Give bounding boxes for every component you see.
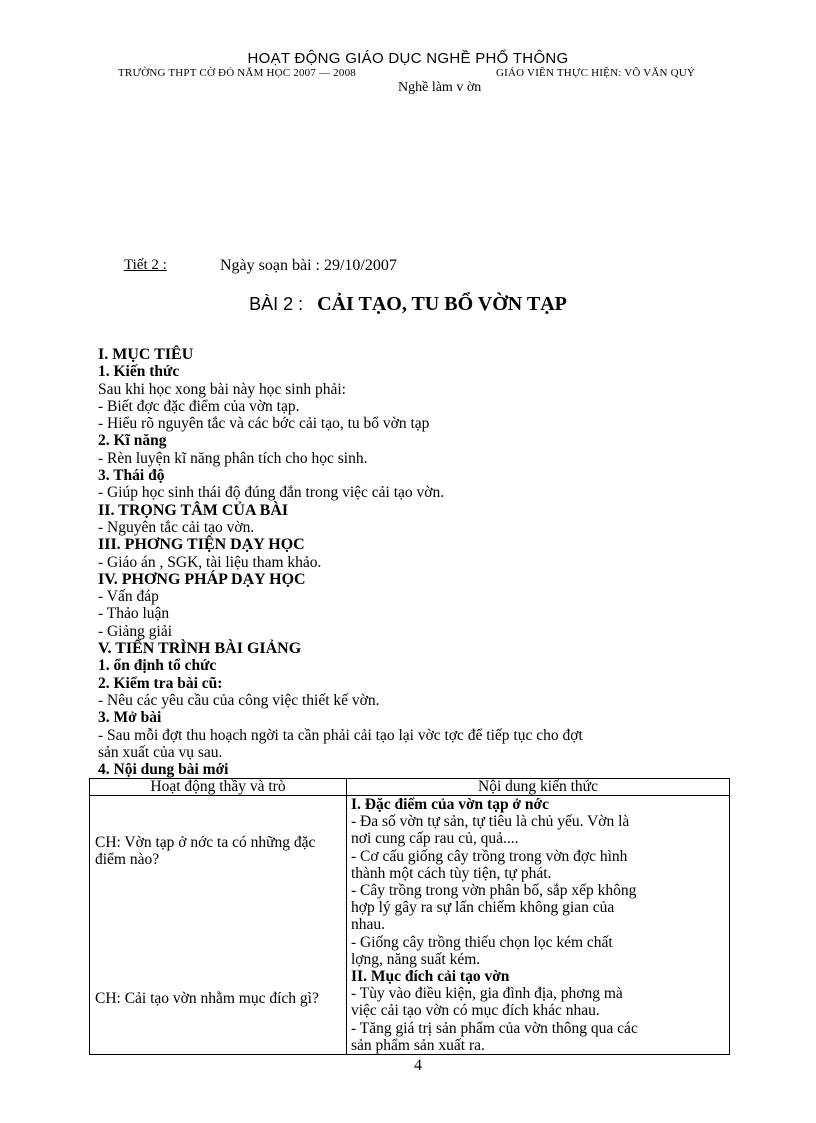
body-line: - Hiểu rõ nguyên tắc và các bớc cải tạo, tu bổ vờn tạp bbox=[98, 415, 430, 433]
content-line: - Tăng giá trị sản phẩm của vờn thông qua các bbox=[351, 1019, 638, 1037]
lesson-number: BÀI 2 : bbox=[249, 294, 304, 314]
body-line: - Biết đợc đặc điểm của vờn tạp. bbox=[98, 397, 300, 415]
content-line: lợng, năng suất kém. bbox=[351, 950, 481, 968]
subsection-heading: 1. Kiến thức bbox=[98, 363, 180, 381]
subsection-heading: 4. Nội dung bài mới bbox=[98, 761, 229, 779]
lesson-name: CẢI TẠO, TU BỔ VỜN TẠP bbox=[317, 293, 567, 315]
body-line: - Giảng giải bbox=[98, 622, 173, 640]
body-line: - Giúp học sinh thái độ đúng đắn trong việc cải tạo vờn. bbox=[98, 484, 445, 502]
subsection-heading: 2. Kĩ năng bbox=[98, 432, 167, 450]
content-line: - Giống cây trồng thiếu chọn lọc kém chất bbox=[351, 933, 613, 951]
table-header-content: Nội dung kiến thức bbox=[347, 779, 730, 796]
subsection-heading: 2. Kiểm tra bài cũ: bbox=[98, 674, 223, 692]
subsection-heading: 3. Thái độ bbox=[98, 467, 165, 485]
section-heading: V. TIẾN TRÌNH BÀI GIẢNG bbox=[98, 640, 302, 658]
school-year-label: TRƯỜNG THPT CỜ ĐỎ NĂM HỌC 2007 — 2008 bbox=[118, 67, 356, 79]
prepared-date: Ngày soạn bài : 29/10/2007 bbox=[220, 257, 397, 274]
section-heading: IV. PHƠNG PHÁP DẠY HỌC bbox=[98, 570, 306, 588]
content-line: thành một cách tùy tiện, tự phát. bbox=[351, 864, 552, 882]
subsection-heading: 1. ổn định tổ chức bbox=[98, 657, 217, 675]
document-header-title: HOẠT ĐỘNG GIÁO DỤC NGHỀ PHỔ THÔNG bbox=[247, 50, 569, 67]
content-line: việc cải tạo vờn có mục đích khác nhau. bbox=[351, 1002, 600, 1020]
section-heading: II. TRỌNG TÂM CỦA BÀI bbox=[98, 501, 289, 519]
content-line: - Đa số vờn tự sản, tự tiêu là chủ yếu. Vờn là bbox=[351, 813, 630, 831]
lesson-body bbox=[98, 346, 728, 778]
body-line: - Thảo luận bbox=[98, 605, 170, 623]
body-line: - Nêu các yêu cầu của công việc thiết kế vờn. bbox=[98, 691, 380, 709]
table-header-row bbox=[90, 779, 730, 796]
section-heading: I. MỤC TIÊU bbox=[98, 346, 194, 363]
section-heading: III. PHƠNG TIỆN DẠY HỌC bbox=[98, 536, 305, 554]
body-line: - Rèn luyện kĩ năng phân tích cho học sinh. bbox=[98, 449, 368, 467]
lesson-table bbox=[89, 778, 730, 1055]
content-line: - Cây trồng trong vờn phân bố, sắp xếp không bbox=[351, 882, 637, 900]
question-2: CH: Cải tạo vờn nhằm mục đích gì? bbox=[95, 990, 319, 1007]
lesson-title bbox=[0, 293, 816, 316]
content-line: - Cơ cấu giống cây trồng trong vờn đợc hình bbox=[351, 847, 628, 865]
content-line: - Tùy vào điều kiện, gia đình địa, phơng mà bbox=[351, 985, 623, 1003]
page-number: 4 bbox=[414, 1057, 422, 1074]
content-cell bbox=[347, 796, 730, 1055]
period-label: Tiết 2 : bbox=[124, 257, 167, 273]
body-line: - Nguyên tắc cải tạo vờn. bbox=[98, 518, 255, 536]
body-line: - Vấn đáp bbox=[98, 588, 159, 606]
subsection-heading: 3. Mở bài bbox=[98, 709, 162, 727]
content-line: nhau. bbox=[351, 916, 386, 934]
content-line: hợp lý gây ra sự lấn chiếm không gian của bbox=[351, 899, 615, 917]
content-line: nơi cung cấp rau củ, quả.... bbox=[351, 830, 519, 848]
subject-label: Nghề làm v ờn bbox=[398, 80, 482, 95]
body-line: Sau khi học xong bài này học sinh phải: bbox=[98, 380, 346, 398]
teacher-label: GIÁO VIÊN THỰC HIỆN: VÕ VĂN QUÝ bbox=[496, 67, 696, 79]
question-1: CH: Vờn tạp ở nớc ta có những đặc điểm nào? bbox=[95, 834, 316, 868]
body-line: - Giáo án , SGK, tài liệu tham khảo. bbox=[98, 553, 322, 571]
body-line: sản xuất của vụ sau. bbox=[98, 743, 223, 761]
content-heading: I. Đặc điểm của vờn tạp ở nớc bbox=[351, 796, 549, 813]
table-header-activity: Hoạt động thầy và trò bbox=[90, 779, 347, 796]
content-heading: II. Mục đích cải tạo vờn bbox=[351, 968, 510, 986]
content-line: sản phẩm sản xuất ra. bbox=[351, 1036, 485, 1054]
body-line: - Sau mỗi đợt thu hoạch ngời ta cần phải cải tạo lại vờc tợc để tiếp tục cho đợt bbox=[98, 726, 583, 744]
